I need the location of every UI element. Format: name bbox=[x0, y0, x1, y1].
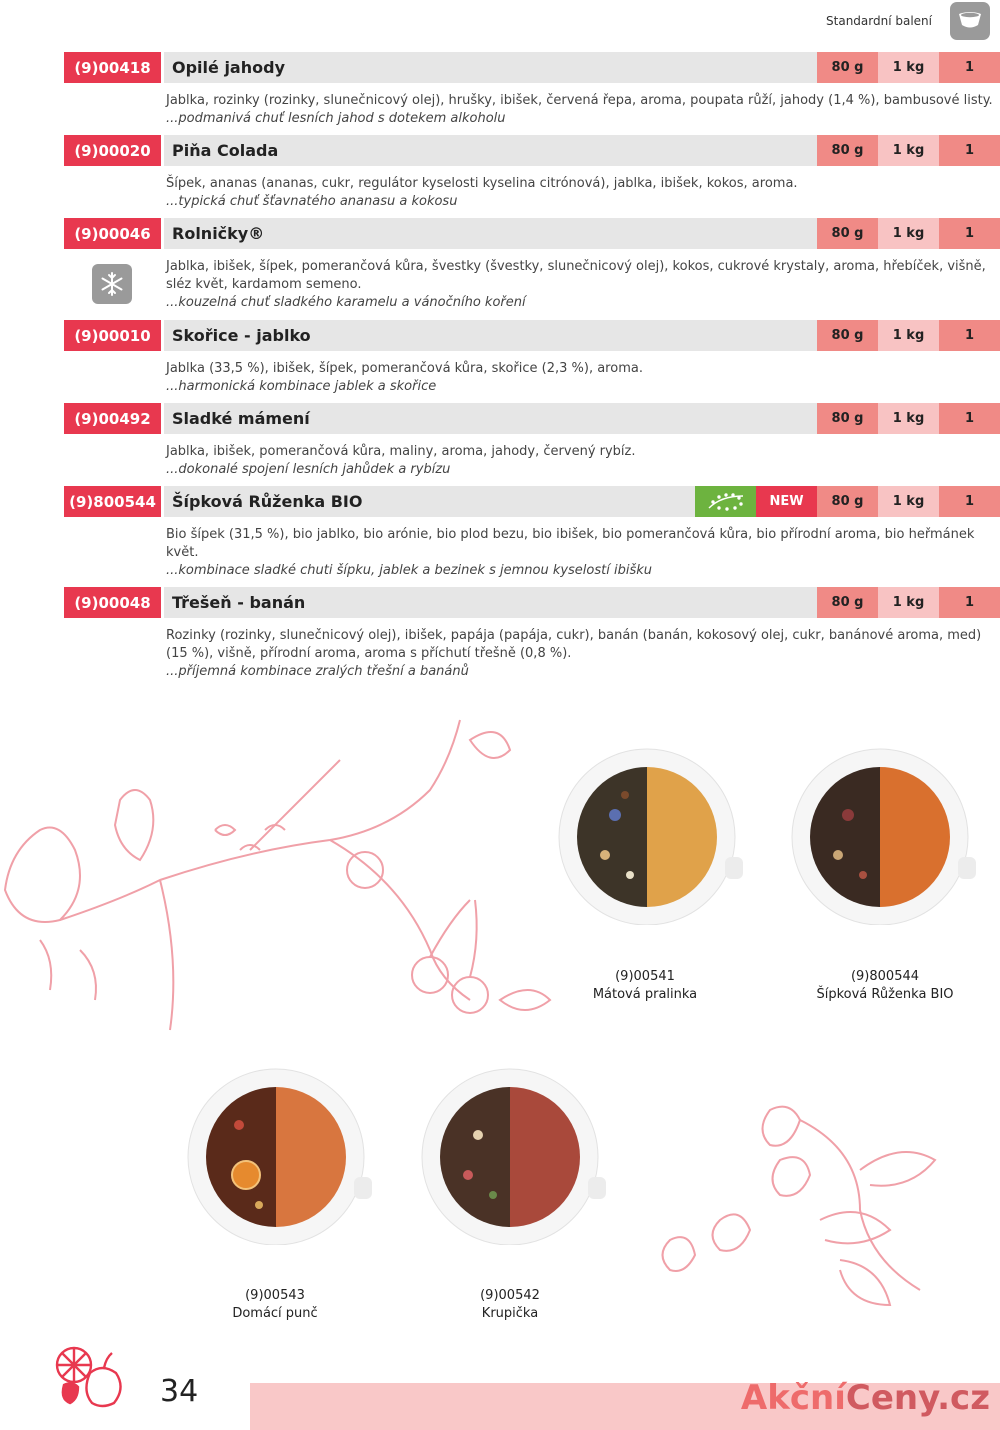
watermark bbox=[741, 1378, 990, 1418]
taste-note: ...příjemná kombinace zralých třešní a banánů bbox=[166, 664, 469, 679]
eu-organic-leaf-icon bbox=[695, 486, 756, 517]
product-name: Piňa Colada bbox=[161, 135, 817, 166]
product-code: (9)00048 bbox=[64, 587, 161, 618]
product-description bbox=[166, 92, 994, 128]
ingredients: Bio šípek (31,5 %), bio jablko, bio arónie, bio plod bezu, bio ibišek, bio pomerančová kůra, bio přírodní aroma, bio heřmánek květ. bbox=[166, 527, 975, 560]
ingredients: Jablka, ibišek, šípek, pomerančová kůra, švestky (švestky, slunečnicový olej), kokos, cukrové krystaly, aroma, hřebíček, višně, sléz květ, kardamom semeno. bbox=[166, 259, 986, 292]
cup-caption bbox=[190, 1287, 360, 1323]
product-description bbox=[166, 526, 994, 580]
taste-note: ...kombinace sladké chuti šípku, jablek a bezinek s jemnou kyselostí ibišku bbox=[166, 563, 653, 578]
taste-note: ...podmanivá chuť lesních jahod s dotekem alkoholu bbox=[166, 111, 506, 126]
product-description bbox=[166, 627, 994, 681]
cup-name: Krupička bbox=[481, 1306, 539, 1321]
cup-caption bbox=[425, 1287, 595, 1323]
cup-name: Šípková Růženka BIO bbox=[816, 987, 954, 1002]
pack-count: 1 bbox=[939, 135, 1000, 166]
pack-large: 1 kg bbox=[878, 52, 939, 83]
product-description bbox=[166, 175, 994, 211]
product-header-row bbox=[64, 320, 1000, 351]
product-header-row bbox=[64, 403, 1000, 434]
product-code: (9)00020 bbox=[64, 135, 161, 166]
ingredients: Jablka (33,5 %), ibišek, šípek, pomerančová kůra, skořice (2,3 %), aroma. bbox=[166, 361, 643, 376]
pack-count: 1 bbox=[939, 403, 1000, 434]
cup-name: Mátová pralinka bbox=[592, 987, 698, 1002]
cup-code: (9)00543 bbox=[245, 1288, 305, 1303]
product-name: Skořice - jablko bbox=[161, 320, 817, 351]
product-name: Rolničky® bbox=[161, 218, 817, 249]
pack-count: 1 bbox=[939, 218, 1000, 249]
cup-caption bbox=[560, 968, 730, 1004]
pack-small: 80 g bbox=[817, 486, 878, 517]
pack-small: 80 g bbox=[817, 587, 878, 618]
ingredients: Jablka, ibišek, pomerančová kůra, maliny, aroma, jahody, červený rybíz. bbox=[166, 444, 636, 459]
ingredients: Rozinky (rozinky, slunečnicový olej), ibišek, papája (papája, cukr), banán (banán, kokosový olej, cukr, banánové aroma, med) (15 %), višně, přírodní aroma, aroma s příchutí třešně (0,8 %). bbox=[166, 628, 982, 661]
watermark-part2: Ceny.cz bbox=[845, 1378, 990, 1418]
pack-large: 1 kg bbox=[878, 486, 939, 517]
tea-cup-image bbox=[555, 745, 745, 925]
pack-count: 1 bbox=[939, 52, 1000, 83]
cup-code: (9)00541 bbox=[615, 969, 675, 984]
pack-small: 80 g bbox=[817, 320, 878, 351]
cup-code: (9)00542 bbox=[480, 1288, 540, 1303]
pack-count: 1 bbox=[939, 486, 1000, 517]
product-code: (9)00492 bbox=[64, 403, 161, 434]
pack-large: 1 kg bbox=[878, 135, 939, 166]
product-code: (9)00418 bbox=[64, 52, 161, 83]
product-name: Opilé jahody bbox=[161, 52, 817, 83]
taste-note: ...harmonická kombinace jablek a skořice bbox=[166, 379, 437, 394]
product-description bbox=[166, 443, 994, 479]
fruit-branch-illustration bbox=[0, 700, 560, 1060]
snowflake-icon bbox=[92, 264, 132, 304]
product-header-row bbox=[64, 218, 1000, 249]
product-description bbox=[166, 258, 994, 312]
tea-cup-image bbox=[418, 1065, 608, 1245]
product-code: (9)00046 bbox=[64, 218, 161, 249]
product-header-row bbox=[64, 135, 1000, 166]
product-header-row bbox=[64, 587, 1000, 618]
product-code: (9)800544 bbox=[64, 486, 161, 517]
taste-note: ...kouzelná chuť sladkého karamelu a vánočního koření bbox=[166, 295, 526, 310]
taste-note: ...dokonalé spojení lesních jahůdek a rybízu bbox=[166, 462, 451, 477]
tea-cup-image bbox=[184, 1065, 374, 1245]
ingredients: Jablka, rozinky (rozinky, slunečnicový olej), hrušky, ibišek, červená řepa, aroma, poupata růží, jahody (1,4 %), bambusové listy. bbox=[166, 93, 993, 108]
product-name: Šípková Růženka BIO bbox=[161, 486, 695, 517]
watermark-part1: Akční bbox=[740, 1378, 846, 1418]
fruit-category-icon bbox=[52, 1343, 128, 1409]
cup-icon bbox=[950, 2, 990, 40]
cup-code: (9)800544 bbox=[850, 969, 920, 984]
pack-small: 80 g bbox=[817, 218, 878, 249]
product-description bbox=[166, 360, 994, 396]
ingredients: Šípek, ananas (ananas, cukr, regulátor kyselosti kyselina citrónová), jablka, ibišek, kokos, aroma. bbox=[166, 176, 798, 191]
pack-count: 1 bbox=[939, 320, 1000, 351]
product-name: Třešeň - banán bbox=[161, 587, 817, 618]
pack-count: 1 bbox=[939, 587, 1000, 618]
pack-large: 1 kg bbox=[878, 403, 939, 434]
strawberry-illustration bbox=[640, 1090, 950, 1320]
cup-caption bbox=[790, 968, 980, 1004]
product-code: (9)00010 bbox=[64, 320, 161, 351]
standard-packaging-label: Standardní balení bbox=[826, 14, 932, 28]
pack-large: 1 kg bbox=[878, 320, 939, 351]
pack-small: 80 g bbox=[817, 135, 878, 166]
taste-note: ...typická chuť šťavnatého ananasu a kokosu bbox=[166, 194, 458, 209]
page-number: 34 bbox=[160, 1374, 199, 1409]
product-header-row bbox=[64, 486, 1000, 517]
new-badge: NEW bbox=[756, 486, 817, 517]
pack-large: 1 kg bbox=[878, 587, 939, 618]
pack-large: 1 kg bbox=[878, 218, 939, 249]
pack-small: 80 g bbox=[817, 52, 878, 83]
product-header-row bbox=[64, 52, 1000, 83]
pack-small: 80 g bbox=[817, 403, 878, 434]
product-name: Sladké mámení bbox=[161, 403, 817, 434]
tea-cup-image bbox=[788, 745, 978, 925]
cup-name: Domácí punč bbox=[232, 1306, 318, 1321]
